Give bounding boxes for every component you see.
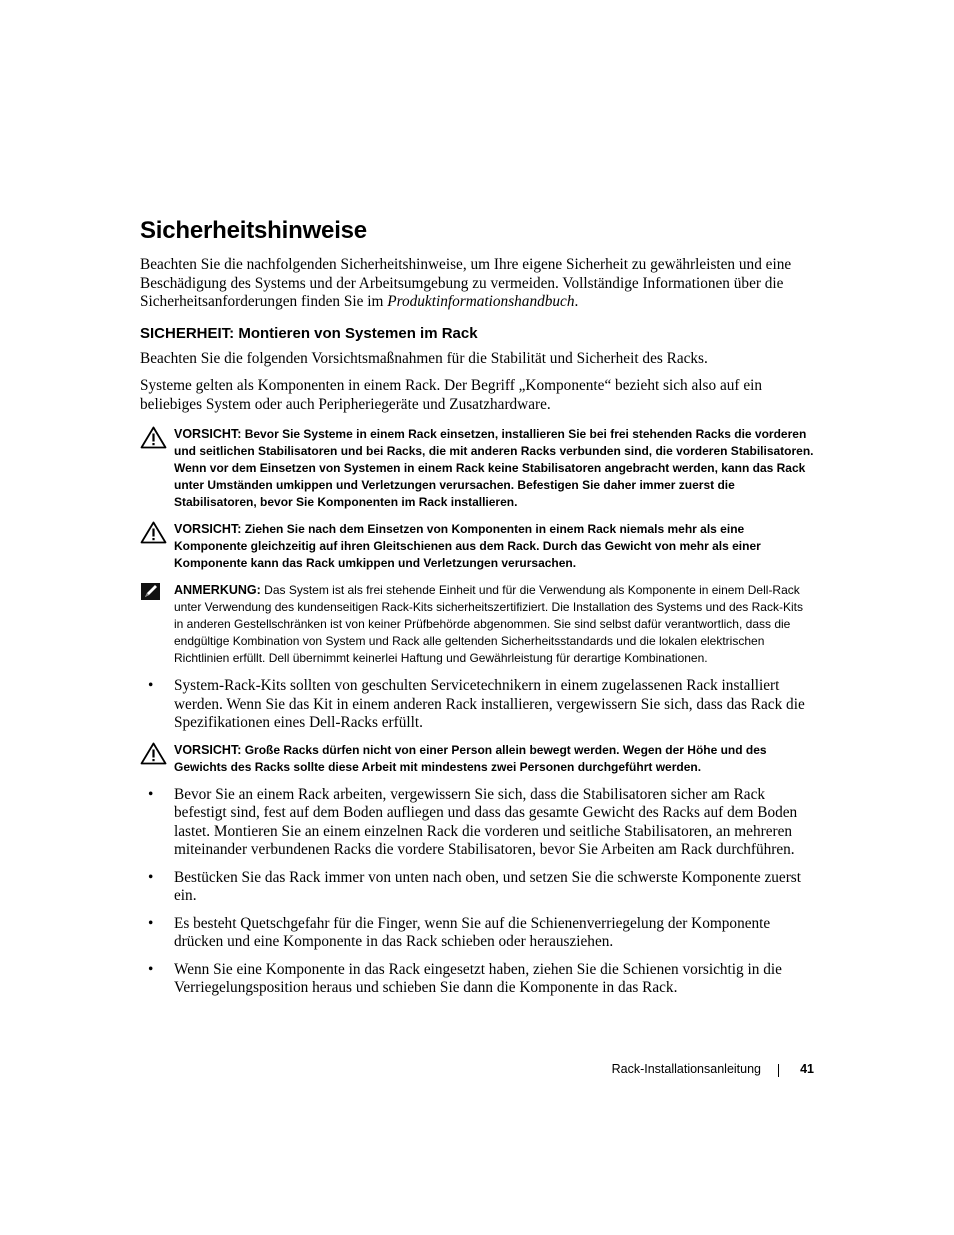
caution-text: Bevor Sie Systeme in einem Rack einsetzen, installieren Sie bei frei stehenden Racks die vorderen und seitlichen Stabilisatoren und bei Racks, die mit anderen Racks verbunden sind, die vorderen Stabilisatoren. Wenn vor dem Einsetzen von Systemen in einem Rack keine Stabilisatoren angebracht werden, kann das Rack unter Umständen umkippen und Verletzungen verursachen. Befestigen Sie daher immer zuerst die Stabilisatoren, bevor Sie Komponenten im Rack installieren.: [174, 427, 814, 509]
notice-label: ANMERKUNG:: [174, 583, 261, 597]
paragraph-components: Systeme gelten als Komponenten in einem Rack. Der Begriff „Komponente“ bezieht sich also auf ein beliebiges System oder auch Peripheriegeräte und Zusatzhardware.: [140, 377, 763, 413]
bullet-marker: •: [148, 868, 154, 886]
list-item: [140, 677, 815, 733]
list-item-text: Wenn Sie eine Komponente in das Rack eingesetzt haben, ziehen Sie die Schienen vorsichtig in die Verriegelungsposition heraus und schieben Sie dann die Komponente in das Rack.: [174, 960, 782, 996]
list-item-text: Es besteht Quetschgefahr für die Finger, wenn Sie auf die Schienenverriegelung der Komponente drücken und eine Komponente in das Rack schieben oder herausziehen.: [174, 914, 771, 950]
page-content: [140, 216, 815, 1007]
list-item: [140, 869, 815, 906]
caution-label: VORSICHT:: [174, 427, 242, 441]
notice-text: Das System ist als frei stehende Einheit und für die Verwendung als Komponente in einem Dell-Rack unter Verwendung des kundenseitigen Rack-Kits sicherheitszertifiziert. Die Installation des Systems und des Rack-Kits in anderen Gestellschränken ist von keiner Prüfbehörde abgenommen. Sie sind selbst dafür verantwortlich, dass die endgültige Kombination von System und Rack alle geltenden Sicherheitsstandards und die lokalen elektrischen Richtlinien erfüllt. Dell übernimmt keinerlei Haftung und Gewährleistung für derartige Kombinationen.: [174, 583, 803, 665]
list-item: [140, 786, 815, 860]
paragraph-stability: Beachten Sie die folgenden Vorsichtsmaßnahmen für die Stabilität und Sicherheit des Racks.: [140, 349, 708, 367]
caution-text: Große Racks dürfen nicht von einer Person allein bewegt werden. Wegen der Höhe und des Gewichts des Racks sollte diese Arbeit mit mindestens zwei Personen durchgeführt werden.: [174, 742, 767, 774]
intro-italic-reference: Produktinformationshandbuch: [387, 293, 575, 310]
bullet-marker: •: [148, 914, 154, 932]
caution-text: Ziehen Sie nach dem Einsetzen von Komponenten in einem Rack niemals mehr als eine Komponente gleichzeitig auf ihren Gleitschienen aus dem Rack. Durch das Gewicht von mehr als einer Komponente kann das Rack umkippen und Verletzungen verursachen.: [174, 522, 761, 570]
list-item-text: System-Rack-Kits sollten von geschulten Servicetechnikern in einem zugelassenen Rack installiert werden. Wenn Sie das Kit in einem anderen Rack installieren, vergewissern Sie sich, dass das Rack die Spezifikationen eines Dell-Racks erfüllt.: [174, 677, 805, 731]
caution-stabilizers: [140, 426, 815, 511]
intro-text-end: .: [574, 293, 579, 310]
bullet-marker: •: [148, 960, 154, 978]
warning-triangle-icon: [140, 742, 167, 770]
caution-label: VORSICHT:: [174, 742, 242, 757]
caution-sliding-rails: [140, 521, 815, 572]
footer-divider: [778, 1064, 779, 1077]
bullet-marker: •: [148, 785, 154, 803]
list-item-text: Bestücken Sie das Rack immer von unten nach oben, und setzen Sie die schwerste Komponente zuerst ein.: [174, 868, 802, 904]
intro-text: Beachten Sie die nachfolgenden Sicherheitshinweise, um Ihre eigene Sicherheit zu gewährleisten und eine Beschädigung des Systems und der Arbeitsumgebung zu vermeiden. Vollständige Informationen über die Sicherheitsanforderungen finden Sie im: [140, 256, 792, 310]
list-item: [140, 961, 815, 998]
footer-document-title: Rack-Installationsanleitung: [611, 1062, 761, 1076]
page-number: 41: [800, 1062, 814, 1076]
list-item-text: Bevor Sie an einem Rack arbeiten, vergewissern Sie sich, dass die Stabilisatoren sicher am Rack befestigt sind, fest auf dem Boden aufliegen und dass das gesamte Gewicht des Racks auf dem Boden lastet. Montieren Sie an einem einzelnen Rack die vorderen und seitliche Stabilisatoren, an mehreren miteinander verbundenen Racks die vordere Stabilisatoren, bevor Sie Arbeiten am Rack durchführen.: [174, 785, 798, 858]
bullet-marker: •: [148, 677, 154, 694]
section-heading: SICHERHEIT: Montieren von Systemen im Rack: [140, 324, 478, 342]
page-title: Sicherheitshinweise: [140, 217, 367, 244]
list-item: [140, 915, 815, 952]
intro-paragraph: [140, 256, 815, 312]
caution-label: VORSICHT:: [174, 522, 242, 536]
warning-triangle-icon: [140, 426, 167, 454]
notice-pencil-icon: [140, 582, 162, 607]
caution-heavy-racks: [140, 742, 815, 776]
notice-certification: [140, 582, 815, 667]
warning-triangle-icon: [140, 521, 167, 549]
